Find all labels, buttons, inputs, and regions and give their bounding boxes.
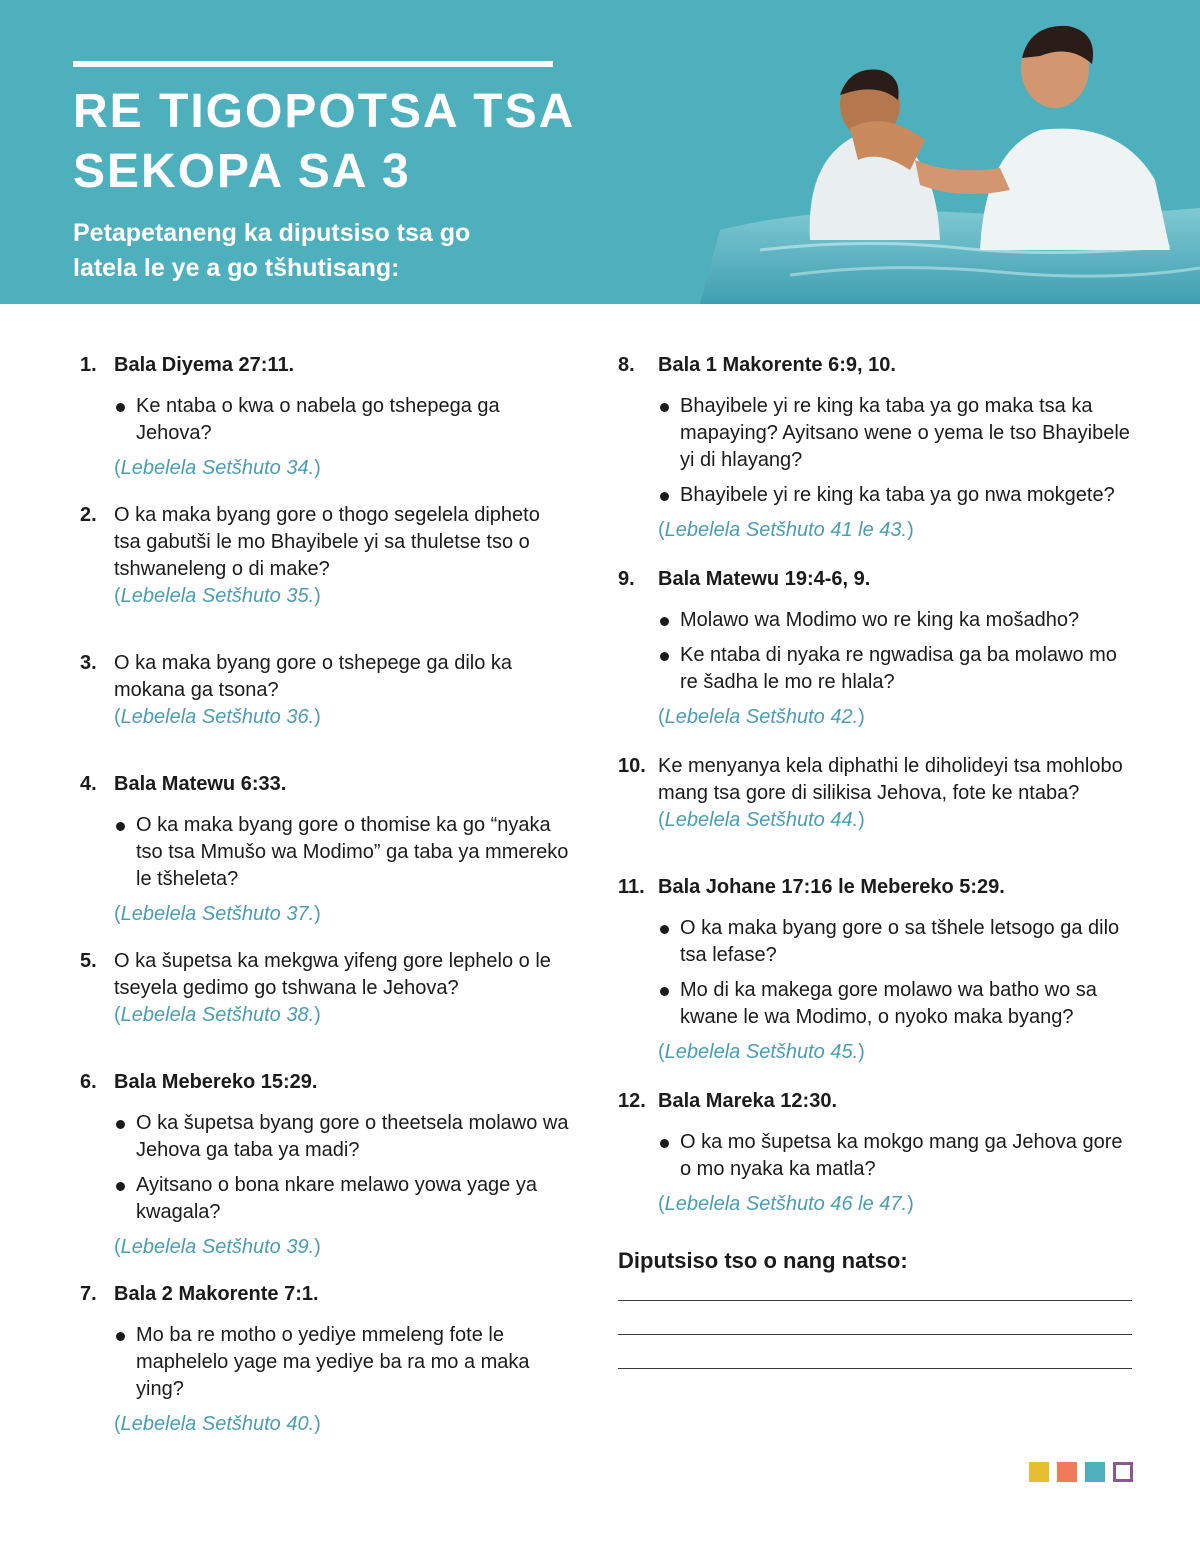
- question-heading: Bala 1 Makorente 6:9, 10.: [658, 354, 896, 376]
- question-bullet: O ka mo šupetsa ka mokgo mang ga Jehova gore o mo nyaka ka matla?: [658, 1129, 1138, 1183]
- question-12: [618, 1088, 1138, 1218]
- study-reference: (Lebelela Setšhuto 44.): [658, 809, 865, 831]
- title-line-2: SEKOPA SA 3: [73, 145, 411, 198]
- reference-text: Lebelela Setšhuto 36.: [120, 706, 315, 728]
- question-text: O ka maka byang gore o thogo segelela dipheto tsa gabutši le mo Bhayibele yi sa thuletse tso o tshwaneleng o di make?: [114, 504, 540, 580]
- reference-text: Lebelela Setšhuto 46 le 47.: [664, 1193, 908, 1215]
- question-bullets: [658, 915, 1138, 1031]
- question-9: [618, 566, 1138, 731]
- study-reference: (Lebelela Setšhuto 36.): [114, 706, 321, 728]
- questions-left-column: [80, 352, 570, 1438]
- question-text: Ke menyanya kela diphathi le diholideyi tsa mohlobo mang tsa gore di silikisa Jehova, fote ke ntaba?: [658, 755, 1123, 804]
- question-6: [80, 1069, 570, 1261]
- teal-square: [1085, 1462, 1105, 1482]
- question-heading: Bala 2 Makorente 7:1.: [114, 1283, 319, 1305]
- study-reference: (Lebelela Setšhuto 35.): [114, 585, 321, 607]
- header-rule: [73, 61, 553, 67]
- question-number: 3.: [80, 652, 97, 674]
- decorative-squares: [1029, 1462, 1133, 1482]
- title-line-1: RE TIGOPOTSA TSA: [73, 85, 576, 138]
- question-3: [80, 650, 570, 731]
- reference-text: Lebelela Setšhuto 40.: [120, 1413, 315, 1435]
- question-bullets: [114, 1322, 570, 1403]
- baptism-illustration: [700, 0, 1200, 304]
- study-reference: (Lebelela Setšhuto 38.): [114, 1004, 321, 1026]
- reference-text: Lebelela Setšhuto 44.: [664, 809, 859, 831]
- question-4: [80, 771, 570, 928]
- question-number: 12.: [618, 1090, 646, 1112]
- question-text: O ka maka byang gore o tshepege ga dilo ka mokana ga tsona?: [114, 652, 513, 701]
- question-number: 4.: [80, 773, 97, 795]
- question-bullet: Bhayibele yi re king ka taba ya go maka tsa ka mapaying? Ayitsano wene o yema le tso Bhayibele yi di hlayang?: [658, 393, 1138, 474]
- question-2: [80, 502, 570, 610]
- question-7: [80, 1281, 570, 1438]
- question-heading: Bala Mebereko 15:29.: [114, 1071, 318, 1093]
- question-bullet: Mo di ka makega gore molawo wa batho wo sa kwane le wa Modimo, o nyoko maka byang?: [658, 977, 1138, 1031]
- question-bullet: Mo ba re motho o yediye mmeleng fote le maphelelo yage ma yediye ba ra mo a maka ying?: [114, 1322, 570, 1403]
- question-bullet: Bhayibele yi re king ka taba ya go nwa mokgete?: [658, 482, 1138, 509]
- question-bullet: O ka maka byang gore o thomise ka go “nyaka tso tsa Mmušo wa Modimo” ga taba ya mmereko le tšheleta?: [114, 812, 570, 893]
- question-text: O ka šupetsa ka mekgwa yifeng gore lephelo o le tseyela gedimo go tshwana le Jehova?: [114, 950, 551, 999]
- study-reference: (Lebelela Setšhuto 41 le 43.): [658, 519, 914, 541]
- reference-text: Lebelela Setšhuto 38.: [120, 1004, 315, 1026]
- outline-square: [1113, 1462, 1133, 1482]
- question-number: 7.: [80, 1283, 97, 1305]
- question-bullet: O ka šupetsa byang gore o theetsela molawo wa Jehova ga taba ya madi?: [114, 1110, 570, 1164]
- reference-text: Lebelela Setšhuto 39.: [120, 1236, 315, 1258]
- question-number: 11.: [618, 876, 645, 898]
- reference-text: Lebelela Setšhuto 34.: [120, 457, 315, 479]
- question-number: 2.: [80, 504, 97, 526]
- subtitle-line-1: Petapetaneng ka diputsiso tsa go: [73, 219, 471, 247]
- question-heading: Bala Matewu 19:4-6, 9.: [658, 568, 871, 590]
- question-1: [80, 352, 570, 482]
- question-bullets: [658, 607, 1138, 696]
- study-reference: (Lebelela Setšhuto 42.): [658, 706, 865, 728]
- reference-text: Lebelela Setšhuto 37.: [120, 903, 315, 925]
- reference-text: Lebelela Setšhuto 45.: [664, 1041, 859, 1063]
- question-11: [618, 874, 1138, 1066]
- study-reference: (Lebelela Setšhuto 46 le 47.): [658, 1193, 914, 1215]
- study-reference: (Lebelela Setšhuto 37.): [114, 903, 321, 925]
- reference-text: Lebelela Setšhuto 35.: [120, 585, 315, 607]
- question-bullets: [658, 393, 1138, 509]
- question-number: 6.: [80, 1071, 97, 1093]
- header-banner: [0, 0, 1200, 304]
- study-reference: (Lebelela Setšhuto 45.): [658, 1041, 865, 1063]
- question-5: [80, 948, 570, 1029]
- page-subtitle: [73, 216, 593, 286]
- question-bullet: Molawo wa Modimo wo re king ka mošadho?: [658, 607, 1138, 634]
- question-8: [618, 352, 1138, 544]
- question-bullet: Ke ntaba o kwa o nabela go tshepega ga Jehova?: [114, 393, 570, 447]
- write-line[interactable]: [618, 1368, 1132, 1369]
- own-questions-label: Diputsiso tso o nang natso:: [618, 1248, 908, 1273]
- page-title: [73, 82, 633, 202]
- question-bullets: [658, 1129, 1138, 1183]
- question-bullet: Ayitsano o bona nkare melawo yowa yage ya kwagala?: [114, 1172, 570, 1226]
- question-bullets: [114, 812, 570, 893]
- question-bullets: [114, 1110, 570, 1226]
- question-number: 5.: [80, 950, 97, 972]
- questions-right-column: [618, 352, 1138, 1369]
- orange-square: [1057, 1462, 1077, 1482]
- question-number: 8.: [618, 354, 635, 376]
- reference-text: Lebelela Setšhuto 41 le 43.: [664, 519, 908, 541]
- study-reference: (Lebelela Setšhuto 40.): [114, 1413, 321, 1435]
- subtitle-line-2: latela le ye a go tšhutisang:: [73, 254, 400, 282]
- question-bullets: [114, 393, 570, 447]
- question-heading: Bala Mareka 12:30.: [658, 1090, 838, 1112]
- question-heading: Bala Diyema 27:11.: [114, 354, 295, 376]
- question-bullet: O ka maka byang gore o sa tšhele letsogo ga dilo tsa lefase?: [658, 915, 1138, 969]
- yellow-square: [1029, 1462, 1049, 1482]
- question-heading: Bala Matewu 6:33.: [114, 773, 287, 795]
- question-number: 1.: [80, 354, 97, 376]
- study-reference: (Lebelela Setšhuto 34.): [114, 457, 321, 479]
- question-number: 9.: [618, 568, 635, 590]
- question-10: [618, 753, 1138, 834]
- question-heading: Bala Johane 17:16 le Mebereko 5:29.: [658, 876, 1005, 898]
- reference-text: Lebelela Setšhuto 42.: [664, 706, 859, 728]
- study-reference: (Lebelela Setšhuto 39.): [114, 1236, 321, 1258]
- question-bullet: Ke ntaba di nyaka re ngwadisa ga ba molawo mo re šadha le mo re hlala?: [658, 642, 1138, 696]
- question-number: 10.: [618, 755, 646, 777]
